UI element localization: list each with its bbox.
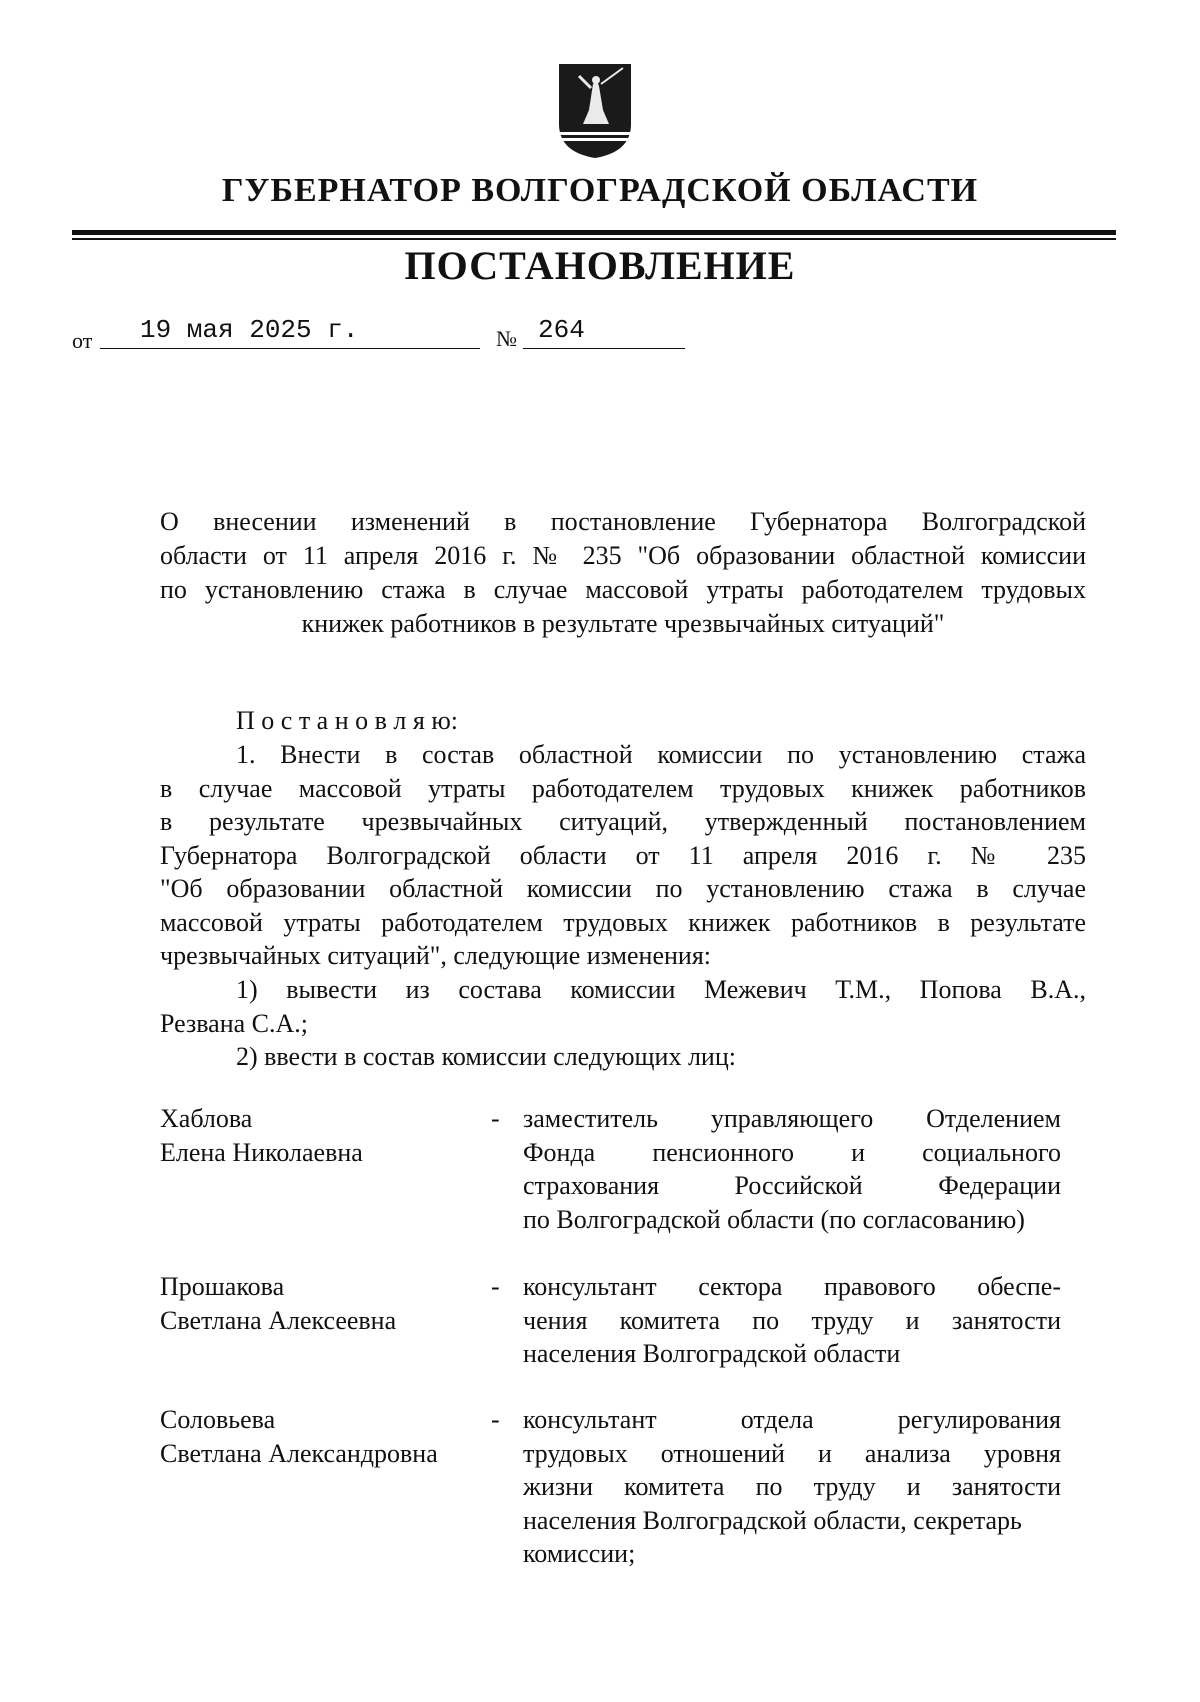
member-name bbox=[160, 1270, 396, 1337]
item-1-line: "Об образовании областной комиссии по установлению стажа в случае bbox=[160, 874, 1086, 903]
member-position bbox=[523, 1403, 1061, 1571]
member-given-names: Елена Николаевна bbox=[160, 1137, 363, 1167]
subject-line: О внесении изменений в постановление Губернатора Волгоградской bbox=[160, 507, 1086, 536]
document-subject bbox=[160, 505, 1086, 607]
member-position bbox=[523, 1102, 1061, 1236]
item-1-line: чрезвычайных ситуаций", следующие изменения: bbox=[160, 941, 712, 970]
member-surname: Прошакова bbox=[160, 1272, 285, 1301]
document-number: 264 bbox=[538, 315, 585, 345]
position-line: жизни комитета по труду и занятости bbox=[523, 1472, 1061, 1501]
item-1-line: массовой утраты работодателем трудовых книжек работников в результате bbox=[160, 907, 1086, 937]
resolution-intro: П о с т а н о в л я ю: bbox=[236, 706, 458, 735]
member-given-names: Светлана Алексеевна bbox=[160, 1305, 397, 1335]
position-line: комиссии; bbox=[523, 1539, 636, 1568]
position-line: Фонда пенсионного и социального bbox=[523, 1137, 1061, 1167]
subitem-1-line: 1) вывести из состава комиссии Межевич Т.М., Попова В.А., bbox=[236, 975, 1086, 1004]
document-date: 19 мая 2025 г. bbox=[140, 315, 359, 345]
position-line: консультант сектора правового обеспе- bbox=[523, 1272, 1061, 1301]
subject-line: по установлению стажа в случае массовой утраты работодателем трудовых bbox=[160, 575, 1086, 604]
item-1-line: Губернатора Волгоградской области от 11 апреля 2016 г. № 235 bbox=[160, 840, 1086, 870]
coat-of-arms-emblem bbox=[557, 62, 633, 160]
member-position bbox=[523, 1270, 1061, 1371]
member-surname: Соловьева bbox=[160, 1405, 276, 1434]
position-line: по Волгоградской области (по согласованию) bbox=[523, 1204, 1025, 1234]
item-1-line: в случае массовой утраты работодателем трудовых книжек работников bbox=[160, 773, 1086, 803]
position-line: чения комитета по труду и занятости bbox=[523, 1305, 1061, 1335]
item-1 bbox=[160, 738, 1086, 973]
member-given-names: Светлана Александровна bbox=[160, 1438, 438, 1468]
item-1-line: 1. Внести в состав областной комиссии по установлению стажа bbox=[236, 740, 1086, 769]
subject-line: области от 11 апреля 2016 г. № 235 "Об образовании областной комиссии bbox=[160, 541, 1086, 570]
subitem-1 bbox=[160, 973, 1086, 1040]
position-line: трудовых отношений и анализа уровня bbox=[523, 1438, 1061, 1468]
subitem-2: 2) ввести в состав комиссии следующих лиц: bbox=[236, 1042, 736, 1071]
member-dash: - bbox=[491, 1272, 500, 1301]
number-prefix: № bbox=[496, 326, 517, 351]
number-underline bbox=[523, 348, 685, 349]
header-rule-thick bbox=[72, 230, 1116, 235]
header-rule-thin bbox=[72, 238, 1116, 240]
date-prefix: от bbox=[72, 328, 93, 353]
subject-line-last: книжек работников в результате чрезвычайных ситуаций" bbox=[301, 609, 945, 638]
authority-title: ГУБЕРНАТОР ВОЛГОГРАДСКОЙ ОБЛАСТИ bbox=[221, 172, 979, 209]
position-line: населения Волгоградской области, секретарь bbox=[523, 1505, 1022, 1535]
document-type: ПОСТАНОВЛЕНИЕ bbox=[404, 243, 796, 288]
position-line: населения Волгоградской области bbox=[523, 1339, 901, 1368]
member-name bbox=[160, 1403, 438, 1470]
member-dash: - bbox=[491, 1104, 500, 1133]
subitem-1-line: Резвана С.А.; bbox=[160, 1008, 309, 1038]
date-underline bbox=[100, 348, 480, 349]
member-name bbox=[160, 1102, 363, 1169]
member-surname: Хаблова bbox=[160, 1104, 253, 1133]
position-line: страхования Российской Федерации bbox=[523, 1171, 1061, 1200]
member-dash: - bbox=[491, 1405, 500, 1434]
item-1-line: в результате чрезвычайных ситуаций, утвержденный постановлением bbox=[160, 807, 1086, 836]
position-line: консультант отдела регулирования bbox=[523, 1405, 1061, 1434]
position-line: заместитель управляющего Отделением bbox=[523, 1104, 1061, 1133]
